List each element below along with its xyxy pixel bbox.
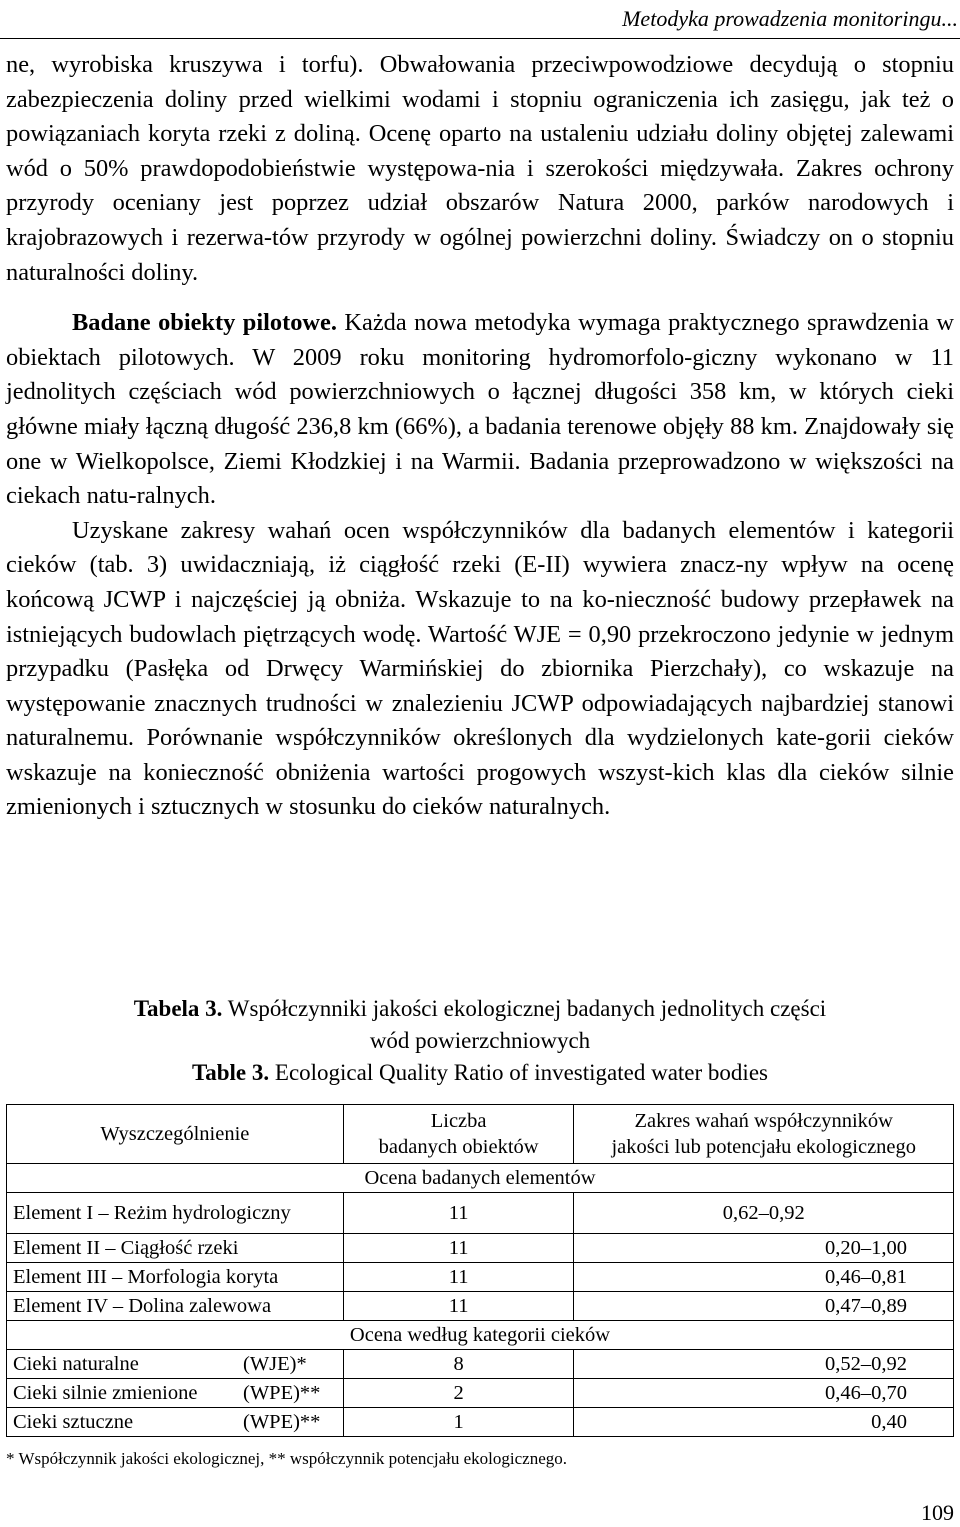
table-caption-pl-line2: wód powierzchniowych	[369, 1028, 591, 1053]
table-row	[7, 1408, 954, 1437]
section-row-categories	[7, 1321, 954, 1350]
row-range: 0,46–0,70	[574, 1379, 954, 1408]
row-label	[7, 1379, 344, 1408]
table-caption-en	[0, 1060, 960, 1086]
row-range: 0,47–0,89	[574, 1292, 954, 1321]
row-code: (WPE)**	[243, 1410, 321, 1433]
page-number: 109	[921, 1500, 954, 1525]
row-code: (WPE)**	[243, 1381, 321, 1404]
row-label: Element III – Morfologia koryta	[7, 1263, 344, 1292]
row-count: 8	[343, 1350, 574, 1379]
row-count: 2	[343, 1379, 574, 1408]
row-count: 11	[343, 1263, 574, 1292]
running-header	[0, 0, 960, 39]
table-header-row	[7, 1105, 954, 1164]
row-category: Cieki silnie zmienione	[13, 1381, 198, 1404]
row-code: (WJE)*	[243, 1352, 307, 1375]
row-label: Element II – Ciągłość rzeki	[7, 1234, 344, 1263]
table-row	[7, 1263, 954, 1292]
row-category: Cieki naturalne	[13, 1352, 139, 1375]
table-row	[7, 1193, 954, 1234]
row-label: Element I – Reżim hydrologiczny	[7, 1193, 344, 1234]
row-count: 11	[343, 1193, 574, 1234]
header-count	[343, 1105, 574, 1164]
row-label: Element IV – Dolina zalewowa	[7, 1292, 344, 1321]
section-row-elements	[7, 1164, 954, 1193]
header-range-line2: jakości lub potencjału ekologicznego	[611, 1136, 917, 1158]
table-caption-pl-label: Tabela 3.	[133, 996, 223, 1021]
paragraph-3: Uzyskane zakresy wahań ocen współczynników dla badanych elementów i kategorii cieków (tab. 3) uwidaczniają, iż ciągłość rzeki (E-II) wywiera znacz-ny wpływ na ocenę końcową JCWP i najczęściej ją obniża. Wskazuje to na ko-nieczność budowy przepławek na istniejących budowlach piętrzących wodę. Wartość WJE = 0,90 przekroczono jedynie w jednym przypadku (Pasłęka od Drwęcy Warmińskiej do zbiornika Pierzchały), co wskazuje na występowanie znacznych trudności w znalezieniu JCWP odpowiadających najbardziej stanowi naturalnemu. Porównanie współczynników określonych dla wydzielonych kate-gorii cieków wskazuje na konieczność obniżenia wartości progowych wszyst-kich klas dla cieków silnie zmienionych i sztucznych w stosunku do cieków naturalnych.	[6, 516, 954, 821]
row-range: 0,46–0,81	[574, 1263, 954, 1292]
row-range: 0,62–0,92	[574, 1193, 954, 1234]
row-category: Cieki sztuczne	[13, 1410, 134, 1433]
row-label	[7, 1350, 344, 1379]
eqr-table	[6, 1104, 954, 1437]
row-count: 11	[343, 1292, 574, 1321]
table-footnote: * Współczynnik jakości ekologicznej, ** współczynnik potencjału ekologicznego.	[6, 1449, 568, 1468]
table-caption-pl-line1	[0, 996, 960, 1022]
paragraph-1: ne, wyrobiska kruszywa i torfu). Obwałowania przeciwpowodziowe decydują o stopniu zabezpieczenia doliny przed wielkimi wodami i stopniu ograniczenia ich zasięgu, jak też o powiązaniach koryta rzeki z doliną. Ocenę oparto na ustaleniu udziału doliny objętej zalewami wód o 50% prawdopodobieństwie występowa-nia i szerokości międzywała. Zakres ochrony przyrody oceniany jest poprzez udział obszarów Natura 2000, parków narodowych i krajobrazowych i rezerwa-tów przyrody w ogólnej powierzchni doliny. Świadczy on o stopniu naturalności doliny.	[6, 51, 954, 286]
paragraph-2-text: Każda nowa metodyka wymaga praktycznego sprawdzenia w obiektach pilotowych. W 2009 roku monitoring hydromorfolo-giczny wykonano w 11 jednolitych częściach wód powierzchniowych o łącznej długości 358 km, w których cieki główne miały łączną długość 236,8 km (66%), a badania terenowe objęły 88 km. Znajdowały się one w Wielkopolsce, Ziemi Kłodzkiej i na Warmii. Badania przeprowadzono w większości na ciekach natu-ralnych.	[6, 309, 954, 510]
section-label-elements: Ocena badanych elementów	[7, 1164, 954, 1193]
row-range: 0,40	[574, 1408, 954, 1437]
header-specification: Wyszczególnienie	[7, 1105, 344, 1164]
body-text	[6, 48, 954, 825]
paragraph-2-heading: Badane obiekty pilotowe.	[72, 309, 337, 337]
header-range	[574, 1105, 954, 1164]
running-title: Metodyka prowadzenia monitoringu...	[622, 6, 958, 31]
table-row	[7, 1350, 954, 1379]
row-label	[7, 1408, 344, 1437]
table-caption-en-text: Ecological Quality Ratio of investigated water bodies	[269, 1060, 768, 1085]
header-count-line1: Liczba	[430, 1110, 487, 1132]
header-count-line2: badanych obiektów	[378, 1136, 539, 1158]
section-label-categories: Ocena według kategorii cieków	[7, 1321, 954, 1350]
row-range: 0,20–1,00	[574, 1234, 954, 1263]
row-count: 11	[343, 1234, 574, 1263]
table-row	[7, 1234, 954, 1263]
table-row	[7, 1292, 954, 1321]
table-row	[7, 1379, 954, 1408]
row-count: 1	[343, 1408, 574, 1437]
table-caption-en-label: Table 3.	[192, 1060, 270, 1085]
header-range-line1: Zakres wahań współczynników	[634, 1110, 893, 1132]
paragraph-2	[6, 306, 954, 514]
row-range: 0,52–0,92	[574, 1350, 954, 1379]
table-caption-pl-text: Współczynniki jakości ekologicznej badanych jednolitych części	[222, 996, 827, 1021]
